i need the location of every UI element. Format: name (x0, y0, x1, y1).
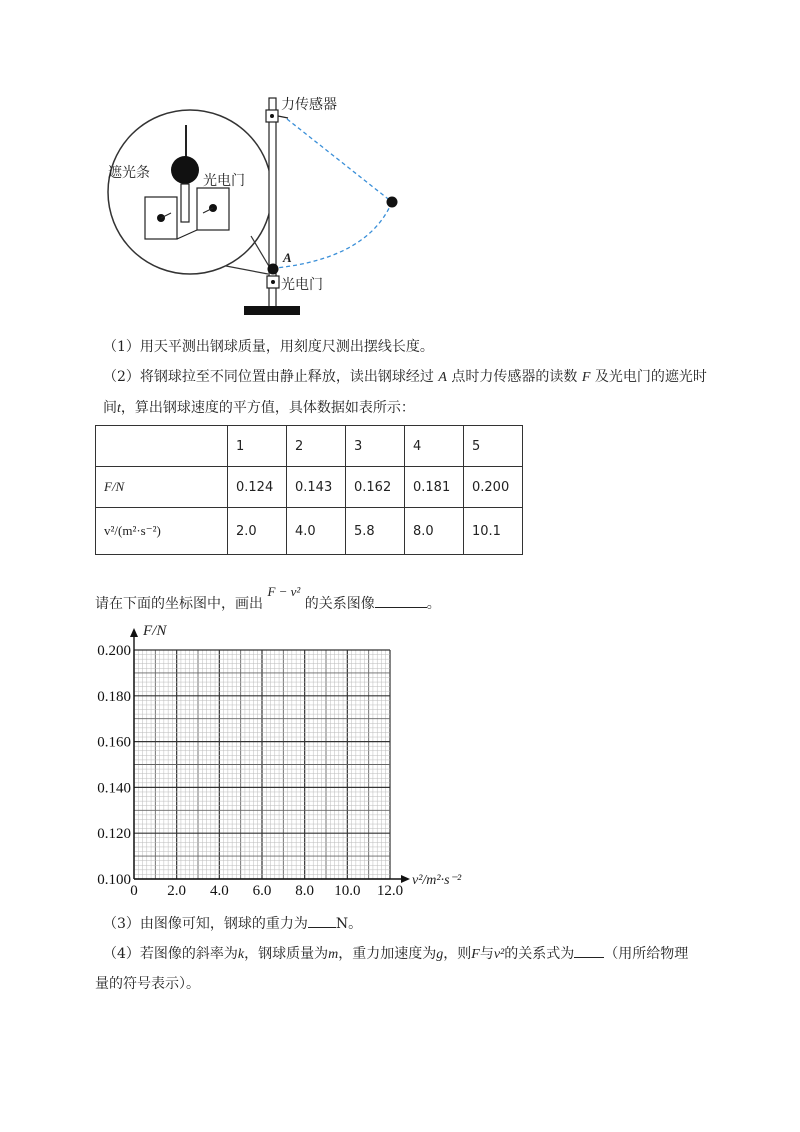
table-cell: 0.181 (405, 467, 464, 508)
table-cell: 0.124 (228, 467, 287, 508)
answer-blank[interactable] (574, 943, 604, 958)
step-2-line-2: 间t，算出钢球速度的平方值，具体数据如表所示： (103, 400, 415, 416)
stand-base (244, 306, 300, 315)
y-tick-label: 0.180 (97, 688, 131, 705)
table-cell: 5.8 (346, 508, 405, 555)
step-4-line-1: （4）若图像的斜率为k，钢球质量为m，重力加速度为g，则F与v²的关系式为 （用所给物理 (103, 943, 688, 965)
data-table (95, 425, 523, 555)
x-tick-label: 2.0 (167, 883, 187, 899)
point-a-label: A (283, 250, 292, 265)
table-header-cell: 3 (346, 426, 405, 467)
table-header-cell: 2 (287, 426, 346, 467)
step-2-line-1: （2）将钢球拉至不同位置由静止释放，读出钢球经过 A 点时力传感器的读数 F 及光电门的遮光时 (103, 369, 707, 385)
table-header-cell: 1 (228, 426, 287, 467)
step-1-text: （1）用天平测出钢球质量，用刻度尺测出摆线长度。 (103, 339, 434, 355)
shading-strip-label: 遮光条 (108, 165, 150, 181)
plot-prompt: 请在下面的坐标图中，画出 F − v² 的关系图像 。 (95, 584, 441, 612)
table-header-cell (96, 426, 228, 467)
x-tick-label: 4.0 (209, 883, 229, 899)
y-axis-arrow (130, 628, 138, 637)
y-tick-label: 0.160 (97, 734, 131, 751)
x-tick-label: 10.0 (334, 883, 361, 899)
ball-at-a (268, 264, 279, 275)
y-tick-label: 0.100 (97, 872, 131, 888)
table-cell: 4.0 (287, 508, 346, 555)
force-sensor-label: 力传感器 (281, 97, 337, 113)
table-cell: 0.200 (464, 467, 523, 508)
x-axis-arrow (401, 875, 410, 883)
table-cell: 0.143 (287, 467, 346, 508)
graph-paper-chart[interactable] (0, 620, 800, 900)
x-tick-label: 8.0 (295, 883, 315, 899)
photogate-label: 光电门 (281, 277, 323, 293)
swing-arc-dashed (276, 202, 392, 268)
shading-strip-inset (181, 184, 189, 222)
table-cell: 8.0 (405, 508, 464, 555)
y-tick-label: 0.140 (97, 780, 131, 797)
answer-blank[interactable] (308, 913, 336, 928)
ball-swung (387, 197, 398, 208)
step-3-text: （3）由图像可知，钢球的重力为 N。 (103, 913, 362, 934)
ball-inset (171, 156, 199, 184)
prompt-formula: F − v² (267, 584, 301, 599)
table-cell: 10.1 (464, 508, 523, 555)
table-cell: 2.0 (228, 508, 287, 555)
table-header-cell: 5 (464, 426, 523, 467)
x-tick-label: 12.0 (376, 883, 404, 899)
inset-magnifier-circle (108, 110, 272, 274)
x-tick-label: 6.0 (252, 883, 272, 899)
x-tick-label: 0 (130, 883, 138, 899)
table-cell: 0.162 (346, 467, 405, 508)
table-row-label: v²/(m²·s⁻²) (96, 508, 228, 555)
y-tick-label: 0.120 (97, 826, 131, 843)
photogate-inset-label: 光电门 (203, 173, 245, 189)
step-4-line-2: 量的符号表示）。 (95, 976, 200, 992)
y-axis-title: F/N (143, 623, 167, 639)
table-header-cell: 4 (405, 426, 464, 467)
pendulum-string-dashed (287, 119, 392, 202)
table-row-label: F/N (96, 467, 228, 508)
answer-blank[interactable] (375, 593, 427, 608)
x-axis-title: v²/m²·s⁻² (412, 873, 462, 888)
y-tick-label: 0.200 (97, 643, 131, 659)
